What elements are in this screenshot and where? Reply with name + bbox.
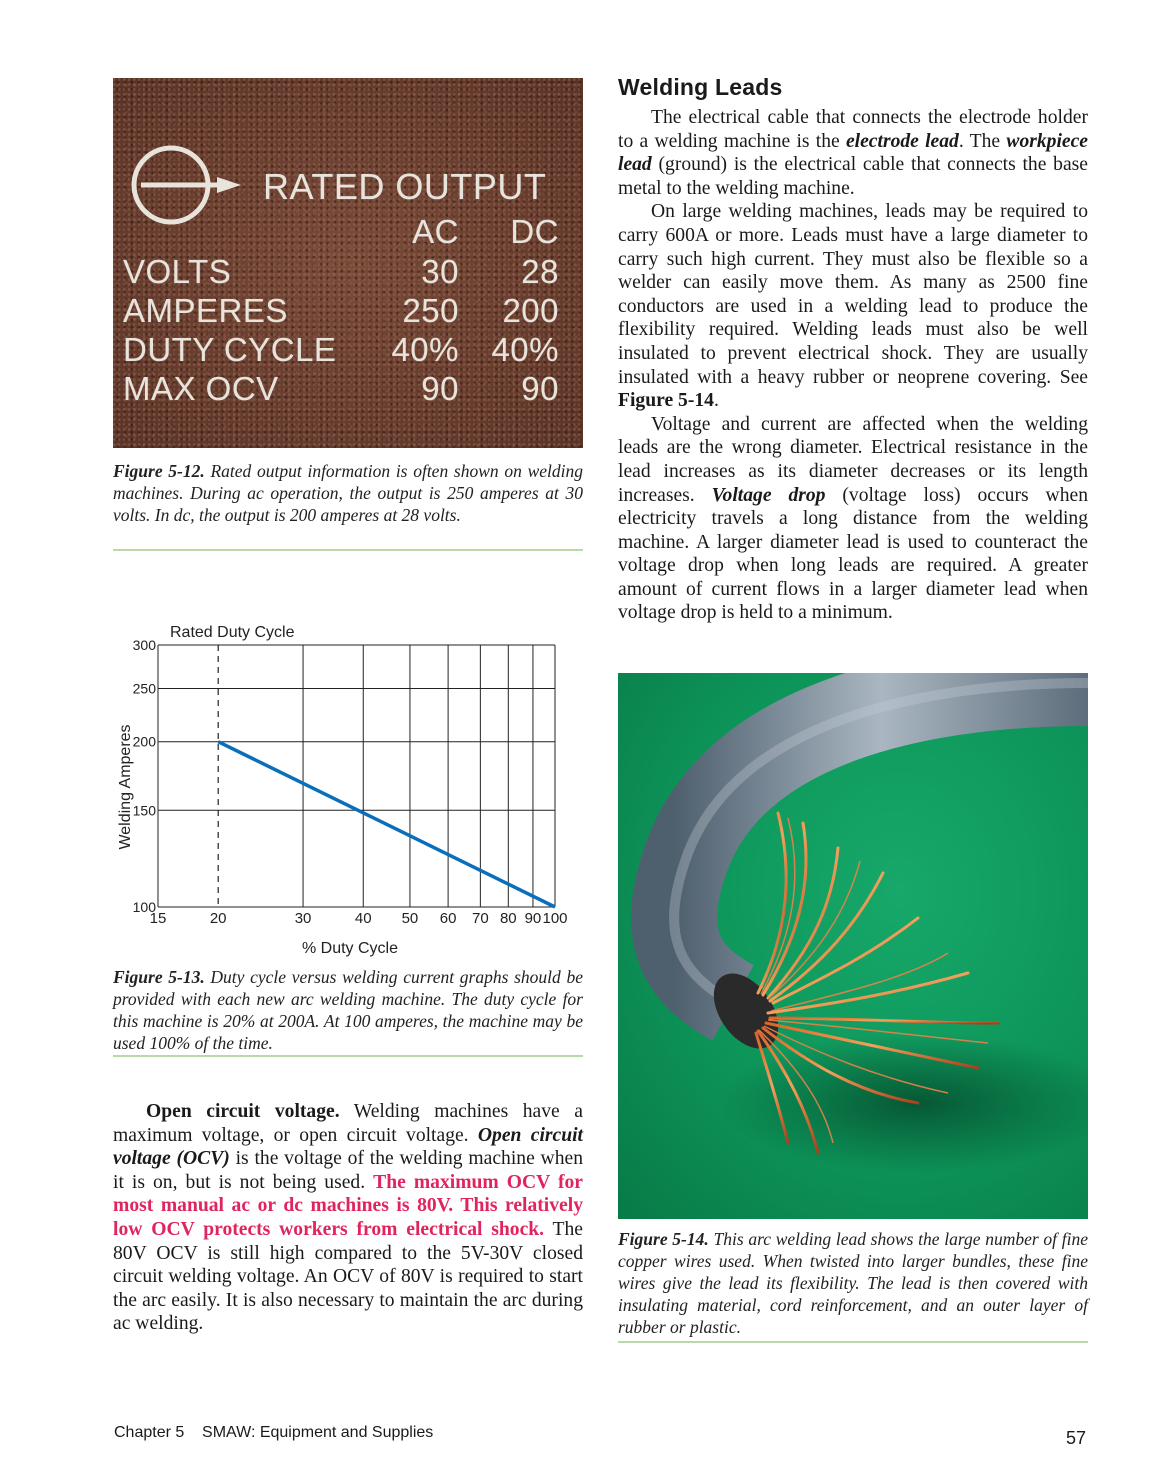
term-electrode-lead: electrode lead xyxy=(845,130,959,152)
plate-row-dc: 28 xyxy=(521,253,559,290)
chart-x-tick-label: 100 xyxy=(542,910,568,927)
chart-x-tick-label: 40 xyxy=(354,910,372,927)
plate-row-dc: 200 xyxy=(502,292,559,329)
plate-row-ac: 40% xyxy=(391,331,459,368)
plate-row-ac: 250 xyxy=(402,292,459,329)
footer-chapter-title: SMAW: Equipment and Supplies xyxy=(202,1424,434,1441)
body-text: (voltage loss) occurs when electricity travels a long distance from the welding machine. A larger diameter lead is used to counteract the voltage drop when long leads are required. A greater amount of current flows in a larger diameter lead when voltage drop is held to a minimum. xyxy=(618,484,1088,624)
plate-row-label: AMPERES xyxy=(123,292,288,329)
chart-y-tick-label: 200 xyxy=(132,733,156,750)
ocv-text: The 80V OCV is still high compared to the 5V-30V closed circuit welding voltage. An OCV of 80V is required to start the arc easily. It is also necessary to maintain the arc during ac welding. xyxy=(113,1218,583,1335)
chart-x-tick-label: 80 xyxy=(499,910,517,927)
ocv-term: Open circuit voltage (OCV) xyxy=(113,1124,584,1170)
cable-illustration xyxy=(618,673,1088,1219)
welding-lead-photo xyxy=(618,673,1088,1219)
figure-14-text: This arc welding lead shows the large number of fine copper wires used. When twisted into larger bundles, these fine wires give the lead its flexibility. The lead is then covered with insulating material, cord reinforcement, and an outer layer of rubber or plastic. xyxy=(618,1229,1088,1337)
body-text: (ground) is the electrical cable that connects the base metal to the welding machine. xyxy=(618,154,1088,199)
ocv-safety-highlight: The maximum OCV for most manual ac or dc machines is 80V. This relatively low OCV protects workers from electrical shock. xyxy=(113,1171,584,1240)
plate-title: RATED OUTPUT xyxy=(263,166,547,207)
figure-13-text: Duty cycle versus welding current graphs should be provided with each new arc welding machine. The duty cycle for this machine is 20% at 200A. At 100 amperes, the machine may be used 100% of the time. xyxy=(113,967,583,1053)
ocv-text: is the voltage of the welding machine when it is on, but is not being used. xyxy=(113,1148,583,1193)
chart-y-tick-labels xyxy=(133,637,157,915)
plate-col-ac: AC xyxy=(412,213,459,250)
chart-y-tick-label: 300 xyxy=(132,637,156,653)
figure-13-caption xyxy=(113,966,583,1054)
rated-output-plate-image xyxy=(113,78,583,448)
chart-x-tick-label: 70 xyxy=(472,910,489,927)
body-text: . xyxy=(713,390,719,412)
chart-y-tick-label: 100 xyxy=(132,899,156,915)
chart-y-axis-label: Welding Amperes xyxy=(117,724,134,850)
figure-14-label: Figure 5-14. xyxy=(618,1229,709,1249)
chart-x-axis-label: % Duty Cycle xyxy=(301,940,399,957)
footer-chapter-number: Chapter 5 xyxy=(114,1424,185,1441)
chart-title: Rated Duty Cycle xyxy=(170,624,295,641)
caption-divider xyxy=(113,1055,583,1057)
section-heading xyxy=(618,74,782,101)
term-workpiece-lead: workpiece lead xyxy=(618,130,1088,176)
chart-x-tick-label: 60 xyxy=(439,910,457,927)
plate-col-dc: DC xyxy=(510,213,559,250)
body-text: The electrical cable that connects the electrode holder to a welding machine is the xyxy=(618,107,1088,152)
body-text: Voltage and current are affected when the welding leads are the wrong diameter. Electrical resistance in the lead increases as its diameter decreases or its length increases. xyxy=(618,413,1088,506)
body-text: On large welding machines, leads may be required to carry 600A or more. Leads must have a large diameter to carry such high current. They must also be flexible so a welder can easily move them. As many as 2500 fine conductors are used in a welding lead to produce the flexibility required. Welding leads must also be well insulated to prevent electrical shock. They are usually insulated with a heavy rubber or neoprene covering. See xyxy=(618,201,1088,388)
plate-row-label: MAX OCV xyxy=(123,370,279,407)
welding-leads-body xyxy=(618,106,1088,625)
ocv-paragraph xyxy=(113,1100,583,1336)
chart-x-tick-label: 20 xyxy=(209,910,227,927)
plate-row-ac: 30 xyxy=(421,253,459,290)
chart-x-tick-labels xyxy=(150,910,568,927)
term-voltage-drop: Voltage drop xyxy=(711,484,826,506)
chart-x-tick-label: 50 xyxy=(401,910,419,927)
welding-leads-paragraph-2 xyxy=(618,200,1088,412)
chart-series-line xyxy=(218,742,555,907)
ocv-heading: Open circuit voltage. xyxy=(146,1101,340,1122)
footer-chapter xyxy=(114,1424,433,1442)
plate-row-dc: 40% xyxy=(491,331,559,368)
figure-reference: Figure 5-14 xyxy=(618,390,714,412)
plate-row-dc: 90 xyxy=(521,370,559,407)
chart-x-tick-label: 90 xyxy=(524,910,542,927)
chart-x-tick-label: 15 xyxy=(149,910,167,927)
figure-12-label: Figure 5-12. xyxy=(113,461,205,481)
welding-leads-paragraph-1 xyxy=(618,106,1088,200)
chart-y-tick-label: 150 xyxy=(132,802,156,819)
plate-row-label: VOLTS xyxy=(123,253,232,290)
body-text: . The xyxy=(958,130,1007,152)
figure-14-caption xyxy=(618,1228,1088,1338)
chart-x-tick-label: 30 xyxy=(294,910,312,927)
section-heading-text: Welding Leads xyxy=(618,74,783,100)
caption-divider xyxy=(113,549,583,551)
duty-cycle-chart xyxy=(100,615,600,965)
figure-12-text: Rated output information is often shown on welding machines. During ac operation, the output is 250 amperes at 30 volts. In dc, the output is 200 amperes at 28 volts. xyxy=(113,461,583,525)
figure-13-label: Figure 5-13. xyxy=(113,967,205,987)
chart-horizontal-gridlines xyxy=(158,645,555,907)
ocv-text: Welding machines have a maximum voltage, or open circuit voltage. xyxy=(113,1101,583,1146)
chart-y-tick-label: 250 xyxy=(132,680,156,697)
plate-row-label: DUTY CYCLE xyxy=(123,331,337,368)
page-number: 57 xyxy=(1065,1428,1086,1448)
welding-leads-paragraph-3 xyxy=(618,413,1088,625)
caption-divider xyxy=(618,1341,1088,1343)
plate-row-ac: 90 xyxy=(421,370,459,407)
figure-12-caption xyxy=(113,460,583,526)
chart-vertical-gridlines xyxy=(158,645,555,907)
